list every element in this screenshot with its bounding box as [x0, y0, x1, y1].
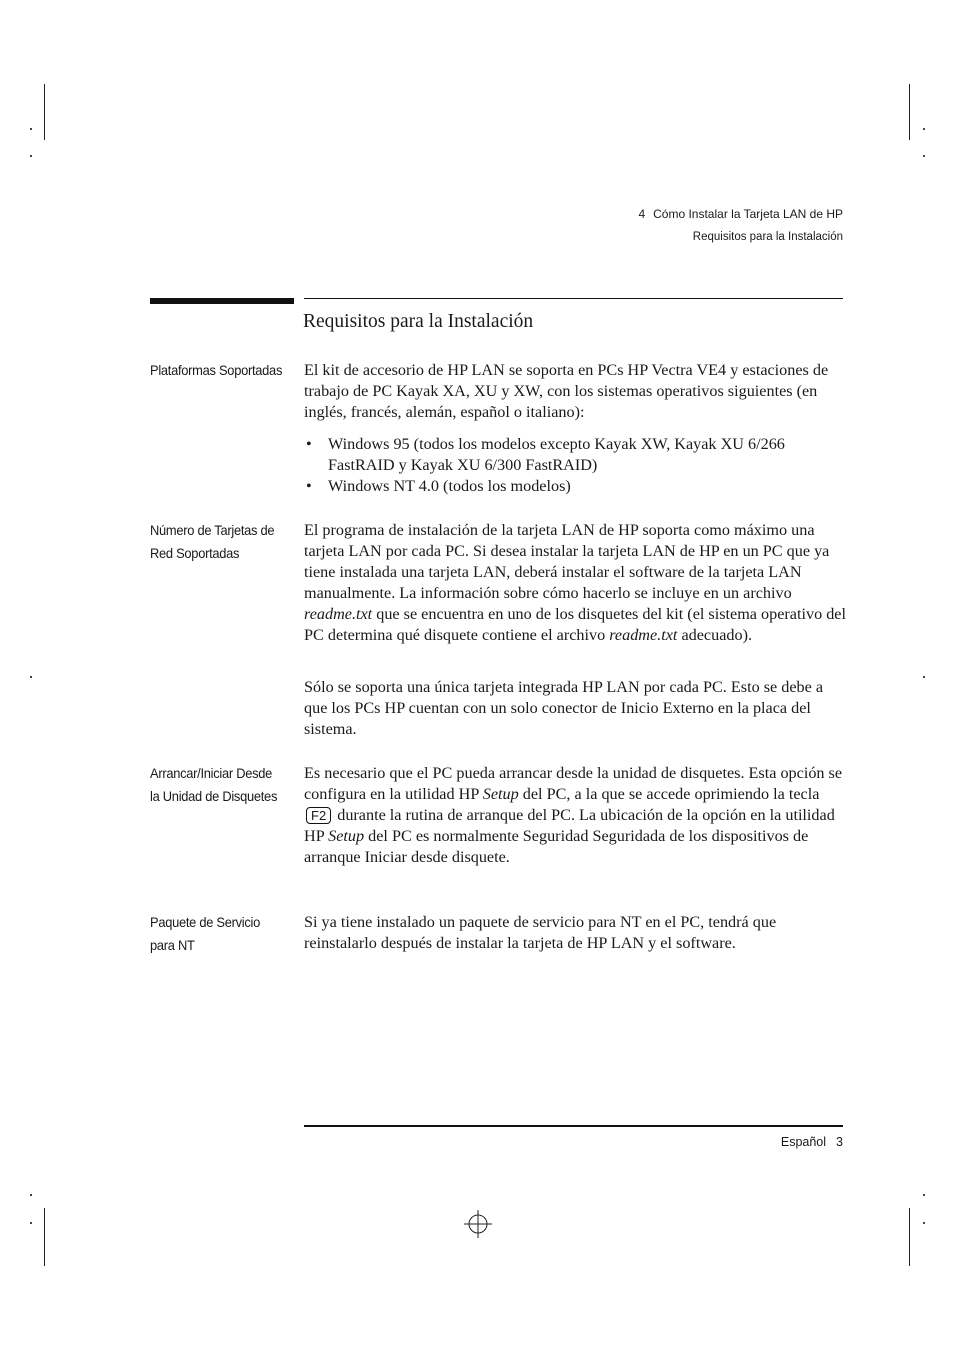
registration-dot: [30, 676, 32, 678]
side-label-cards: [150, 519, 288, 564]
section-rule-thin: [304, 298, 843, 299]
chapter-number: 4: [638, 207, 646, 221]
cards-paragraph-1: El programa de instalación de la tarjeta LAN de HP soporta como máximo una tarjeta LAN por cada PC. Si desea instalar la tarjeta LAN de HP en un PC que ya tiene instalada una tarjeta LAN, deberá instalar el software de la tarjeta LAN manualmente. La información sobre cómo hacerlo se incluye en un archivo readme.txt que se encuentra en uno de los disquetes del kit (el sistema operativo del PC determina qué disquete contiene el archivo readme.txt adecuado).: [304, 521, 846, 644]
side-label-line: para NT: [150, 936, 195, 953]
side-label-line: Paquete de Servicio: [150, 914, 261, 930]
registration-dot: [30, 128, 32, 130]
boot-paragraph: Es necesario que el PC pueda arrancar desde la unidad de disquetes. Esta opción se configura en la utilidad HP Setup del PC, a la que se accede oprimiendo la tecla F2 durante la rutina de arranque del PC. La ubicación de la opción en la utilidad HP Setup del PC es normalmente Seguridad Seguridada de los dispositivos de arranque Iniciar desde disquete.: [304, 764, 843, 866]
registration-dot: [923, 676, 925, 678]
page-footer: [781, 1135, 843, 1149]
side-label-line: la Unidad de Disquetes: [150, 787, 278, 804]
registration-dot: [923, 1222, 925, 1224]
crop-mark-top-right: [909, 84, 910, 140]
f2-key-icon: F2: [306, 807, 331, 824]
side-label-line: Red Soportadas: [150, 544, 240, 561]
crop-mark-bottom-left: [44, 1208, 45, 1266]
side-label-boot: [150, 762, 288, 807]
platforms-intro: El kit de accesorio de HP LAN se soporta en PCs HP Vectra VE4 y estaciones de trabajo de PC Kayak XA, XU y XW, con los sistemas operativos siguientes (en inglés, francés, alemán, español o italiano):: [304, 361, 829, 421]
registration-crosshair-icon: [464, 1210, 492, 1238]
page-number: 3: [836, 1135, 843, 1149]
side-label-nt: [150, 911, 288, 956]
running-header-section: Requisitos para la Instalación: [692, 231, 843, 243]
registration-dot: [30, 1222, 32, 1224]
cards-paragraph-2: Sólo se soporta una única tarjeta integrada HP LAN por cada PC. Esto se debe a que los PCs HP cuentan con un solo conector de Inicio Externo en la placa del sistema.: [304, 678, 824, 738]
crop-mark-top-left: [44, 84, 45, 140]
crop-mark-bottom-right: [909, 1208, 910, 1266]
registration-dot: [923, 128, 925, 130]
footer-language: Español: [780, 1135, 827, 1149]
section-rule-thick: [150, 298, 294, 304]
registration-dot: [30, 155, 32, 157]
list-item: • Windows NT 4.0 (todos los modelos): [304, 476, 849, 497]
page-title: Requisitos para la Instalación: [303, 311, 534, 332]
chapter-title: Cómo Instalar la Tarjeta LAN de HP: [653, 207, 843, 221]
platforms-os-list: [304, 434, 849, 497]
filename: readme.txt: [304, 605, 373, 623]
side-label-line: Plataformas Soportadas: [150, 362, 283, 378]
registration-dot: [30, 1194, 32, 1196]
registration-dot: [923, 1194, 925, 1196]
nt-paragraph: Si ya tiene instalado un paquete de servicio para NT en el PC, tendrá que reinstalarlo después de instalar la tarjeta de HP LAN y el software.: [304, 913, 777, 952]
setup-utility-name: Setup: [482, 785, 519, 803]
registration-dot: [923, 155, 925, 157]
side-label-line: Arrancar/Iniciar Desde: [150, 765, 273, 781]
filename: readme.txt: [609, 626, 678, 644]
side-label-platforms: [150, 359, 288, 382]
list-item: • Windows 95 (todos los modelos excepto Kayak XW, Kayak XU 6/266 FastRAID y Kayak XU 6/300 FastRAID): [304, 434, 849, 476]
footer-rule: [304, 1125, 843, 1127]
side-label-line: Número de Tarjetas de: [150, 522, 275, 538]
setup-utility-name: Setup: [328, 827, 365, 845]
running-header-chapter: [638, 207, 843, 221]
